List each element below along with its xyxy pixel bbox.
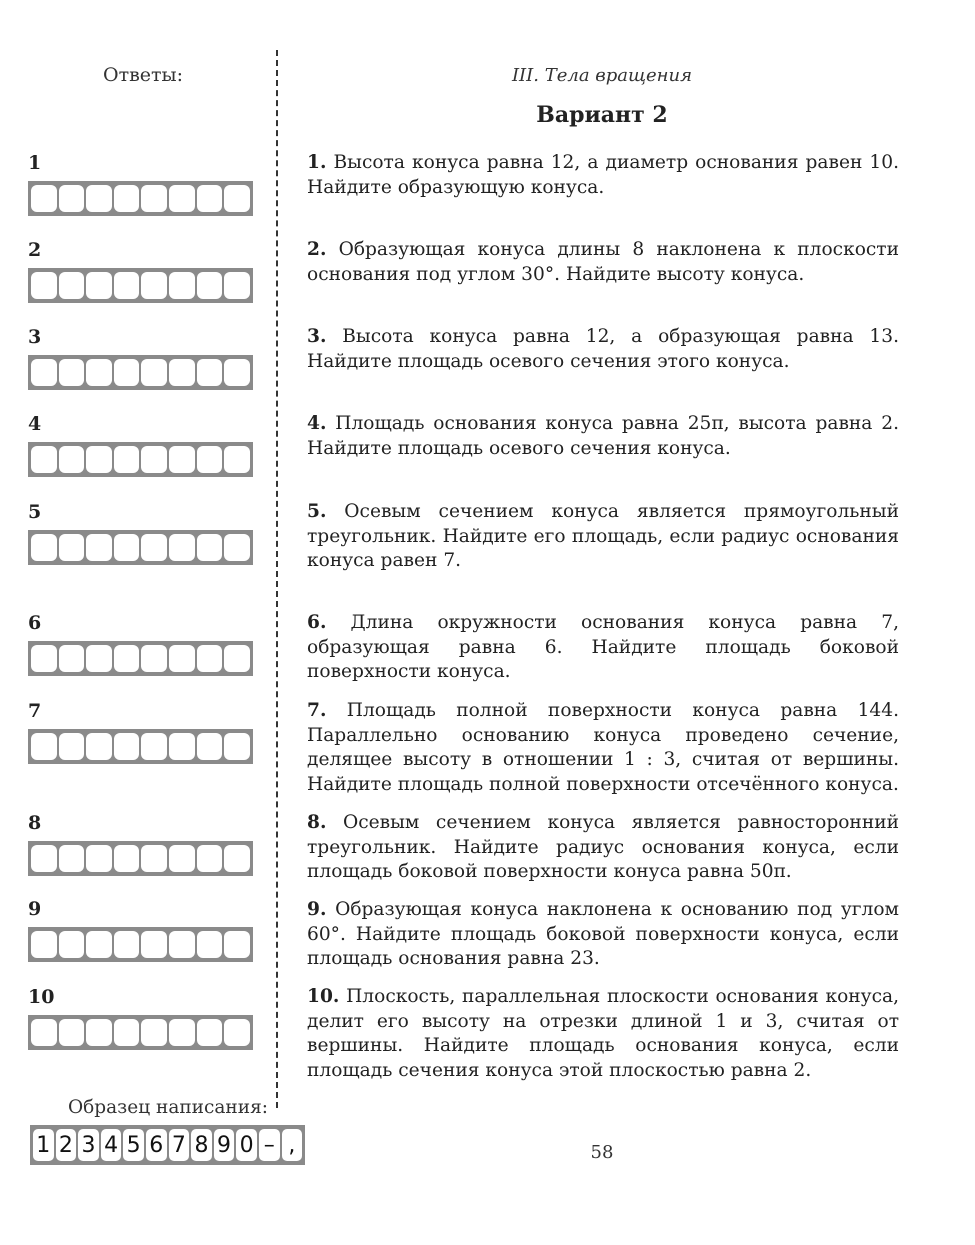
problem-text: Плоскость, параллельная плоскости основания конуса, делит его высоту на отрезки длиной 1 и 3, считая от вершины. Найдите площадь основания конуса, если площадь сечения конуса этой плоскостью равна 2. xyxy=(307,986,899,1081)
answer-cells[interactable] xyxy=(28,530,253,565)
answer-cells[interactable] xyxy=(28,1015,253,1050)
answer-cells[interactable] xyxy=(28,181,253,216)
problem-number: 9. xyxy=(307,899,327,920)
sample-char: , xyxy=(282,1129,303,1161)
sample-char: 9 xyxy=(214,1129,235,1161)
problem-10 xyxy=(307,985,899,1083)
problem-1 xyxy=(307,151,899,200)
section-title: III. Тела вращения xyxy=(511,65,693,86)
problem-number: 5. xyxy=(307,501,327,522)
cut-line-divider xyxy=(276,50,278,1108)
sample-char: 1 xyxy=(33,1129,54,1161)
problem-number: 8. xyxy=(307,812,327,833)
problem-9 xyxy=(307,898,899,972)
answer-cells[interactable] xyxy=(28,268,253,303)
answer-number: 2 xyxy=(28,239,42,261)
sample-char: – xyxy=(259,1129,280,1161)
answer-cells[interactable] xyxy=(28,442,253,477)
answer-number: 1 xyxy=(28,152,42,174)
answer-number: 4 xyxy=(28,413,42,435)
answer-number: 6 xyxy=(28,612,42,634)
answer-number: 8 xyxy=(28,812,42,834)
problem-8 xyxy=(307,811,899,885)
answer-number: 9 xyxy=(28,898,42,920)
sample-label: Образец написания: xyxy=(68,1097,268,1118)
problem-text: Осевым сечением конуса является прямоугольный треугольник. Найдите его площадь, если радиус основания конуса равен 7. xyxy=(307,501,899,571)
problem-text: Площадь полной поверхности конуса равна 144. Параллельно основанию конуса проведено сечение, делящее высоту в отношении 1 : 3, считая от вершины. Найдите площадь полной поверхности отсечённого конуса. xyxy=(307,700,899,795)
answer-cells[interactable] xyxy=(28,729,253,764)
answer-cells[interactable] xyxy=(28,841,253,876)
sample-char: 8 xyxy=(191,1129,212,1161)
sample-char: 2 xyxy=(56,1129,77,1161)
sample-char: 6 xyxy=(146,1129,167,1161)
problem-text: Площадь основания конуса равна 25π, высота равна 2. Найдите площадь осевого сечения конуса. xyxy=(307,413,899,459)
problem-text: Высота конуса равна 12, а диаметр основания равен 10. Найдите образующую конуса. xyxy=(307,152,899,198)
answer-number: 3 xyxy=(28,326,42,348)
problem-text: Образующая конуса наклонена к основанию под углом 60°. Найдите площадь боковой поверхности конуса, если площадь основания равна 23. xyxy=(307,899,899,969)
problem-number: 4. xyxy=(307,413,327,434)
sample-char: 3 xyxy=(78,1129,99,1161)
problem-number: 10. xyxy=(307,986,340,1007)
sample-char: 4 xyxy=(101,1129,122,1161)
problem-4 xyxy=(307,412,899,461)
problem-number: 2. xyxy=(307,239,327,260)
answer-number: 5 xyxy=(28,501,42,523)
problem-2 xyxy=(307,238,899,287)
problem-text: Высота конуса равна 12, а образующая равна 13. Найдите площадь осевого сечения этого конуса. xyxy=(307,326,899,372)
problem-number: 7. xyxy=(307,700,327,721)
answer-cells[interactable] xyxy=(28,641,253,676)
sample-char: 0 xyxy=(236,1129,257,1161)
problem-number: 3. xyxy=(307,326,327,347)
problem-number: 1. xyxy=(307,152,327,173)
problem-text: Осевым сечением конуса является равносторонний треугольник. Найдите радиус основания конуса, если площадь боковой поверхности конуса равна 50π. xyxy=(307,812,899,882)
problem-text: Длина окружности основания конуса равна 7, образующая равна 6. Найдите площадь боковой поверхности конуса. xyxy=(307,612,899,682)
answers-title: Ответы: xyxy=(103,64,184,86)
problem-3 xyxy=(307,325,899,374)
problem-6 xyxy=(307,611,899,685)
sample-char: 5 xyxy=(123,1129,144,1161)
answer-number: 7 xyxy=(28,700,42,722)
sample-writing-box xyxy=(30,1125,305,1165)
problem-number: 6. xyxy=(307,612,327,633)
answer-cells[interactable] xyxy=(28,355,253,390)
answer-number: 10 xyxy=(28,986,55,1008)
answer-cells[interactable] xyxy=(28,927,253,962)
problem-5 xyxy=(307,500,899,574)
problem-text: Образующая конуса длины 8 наклонена к плоскости основания под углом 30°. Найдите высоту конуса. xyxy=(307,239,899,285)
sample-char: 7 xyxy=(169,1129,190,1161)
problem-7 xyxy=(307,699,899,797)
page-number: 58 xyxy=(590,1142,614,1163)
variant-title: Вариант 2 xyxy=(536,102,668,128)
